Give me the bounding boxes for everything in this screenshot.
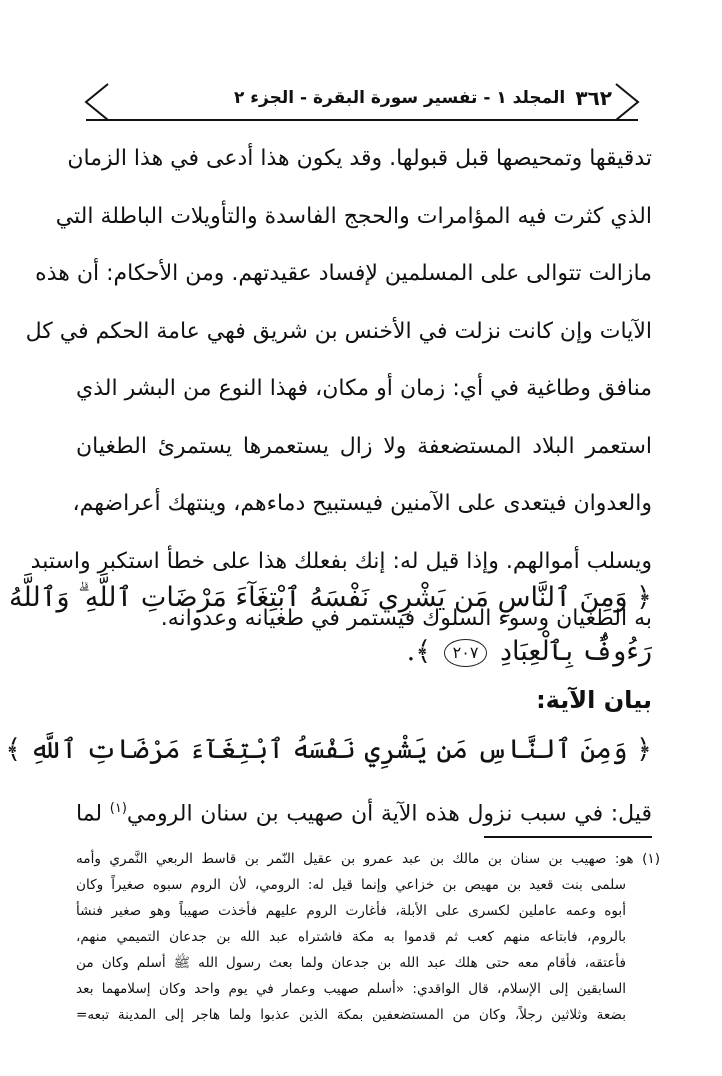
verse-close: ﴾. bbox=[406, 636, 432, 667]
ayah-number-badge: ٢٠٧ bbox=[444, 639, 488, 667]
paragraph-line: به الطغيان وسوء السلوك فيستمر في طغيانه وعدوانه. bbox=[160, 606, 652, 631]
final-line-end: لما bbox=[76, 801, 103, 827]
footnote-line: سلمى بنت قعيد بن مهيص بن خزاعي وإنما قيل له: الرومي، لأن الروم سبوه صغيراً وكان bbox=[76, 877, 626, 893]
header-separator-2: - bbox=[299, 88, 308, 108]
quran-verse-line-1: ﴿ وَمِنَ ٱلنَّاسِ مَن يَشْرِي نَفْسَهُ ٱبْتِغَآءَ مَرْضَاتِ ٱللَّهِ ۗ وَٱللَّهُ bbox=[9, 582, 652, 613]
paragraph-line: تدقيقها وتمحيصها قبل قبولها. وقد يكون هذا أدعى في هذا الزمان bbox=[67, 146, 652, 171]
header-part: الجزء ٢ bbox=[234, 88, 295, 108]
final-line-text: قيل: في سبب نزول هذه الآية أن صهيب بن سنان الرومي bbox=[126, 801, 652, 827]
header-title: تفسير سورة البقرة bbox=[312, 88, 478, 108]
page-number: ٣٦٢ bbox=[575, 86, 612, 110]
footnote-line: بضعة وثلاثين رجلاً، وكان من المستضعفين بمكة الذين عذبوا ولما هاجر إلى المدينة تبعه= bbox=[76, 1007, 626, 1023]
footnote-line: فأعتقه، فأقام معه حتى هلك عبد الله بن جدعان ولما بعث رسول الله ﷺ أسلم وكان من bbox=[76, 955, 626, 971]
quran-verse-excerpt: ﴿ وَمِنَ ٱلنَّاسِ مَن يَشْرِي نَفْسَهُ ٱبْتِغَآءَ مَرْضَاتِ ٱللَّهِ ﴾ bbox=[5, 734, 652, 765]
paragraph-final-line bbox=[76, 780, 652, 843]
footnote-reference[interactable]: (١) bbox=[109, 801, 127, 816]
header-separator-1: - bbox=[483, 88, 491, 108]
quran-verse-line-2 bbox=[76, 636, 652, 667]
footnote-divider bbox=[484, 836, 652, 838]
footnote-line: أبوه وعمه عاملين لكسرى على الأبلة، فأغارت الروم عليهم فأخذت صهيباً وهو صغير فنشأ bbox=[76, 903, 626, 919]
paragraph-line: الذي كثرت فيه المؤامرات والحجج الفاسدة والتأويلات الباطلة التي bbox=[55, 203, 652, 229]
running-header bbox=[84, 80, 640, 124]
section-heading: بيان الآية: bbox=[536, 686, 652, 714]
footnote-text: هو: صهيب بن سنان بن مالك بن عبد عمرو بن عقيل النّمر بن قاسط الربعي النَّمري وأمه bbox=[76, 851, 634, 867]
main-paragraph bbox=[9, 130, 652, 648]
footnote-number: (١) bbox=[642, 851, 660, 867]
footnote-line bbox=[76, 846, 660, 872]
paragraph-line: منافق وطاغية في أي: زمان أو مكان، فهذا النوع من البشر الذي bbox=[76, 376, 652, 401]
footnote bbox=[76, 846, 660, 1028]
paragraph-line: ويسلب أموالهم. وإذا قيل له: إنك بفعلك هذا على خطأ استكبر واستبد bbox=[30, 548, 652, 574]
paragraph-line: والعدوان فيتعدى على الآمنين فيستبيح دماءهم، وينتهك أعراضهم، bbox=[72, 491, 652, 516]
header-volume: المجلد ١ bbox=[496, 88, 566, 108]
paragraph-line: مازالت تتوالى على المسلمين لإفساد عقيدتهم. ومن الأحكام: أن هذه bbox=[35, 261, 652, 286]
paragraph-line: الآيات وإن كانت نزلت في الأخنس بن شريق فهي عامة الحكم في كل bbox=[25, 318, 652, 344]
footnote-line: بالروم، فابتاعه منهم كعب ثم قدموا به مكة فاشتراه عبد الله بن جدعان التميمي منهم، bbox=[76, 929, 626, 945]
header-info bbox=[234, 88, 565, 108]
footnote-line: السابقين إلى الإسلام، قال الواقدي: «أسلم صهيب وعمار في يوم واحد وكان إسلامهما بعد bbox=[76, 981, 626, 997]
verse-text: رَءُوفٌۢ بِٱلْعِبَادِ bbox=[500, 636, 652, 667]
paragraph-line: استعمر البلاد المستضعفة ولا زال يستعمرها يستمرئ الطغيان bbox=[76, 433, 652, 459]
